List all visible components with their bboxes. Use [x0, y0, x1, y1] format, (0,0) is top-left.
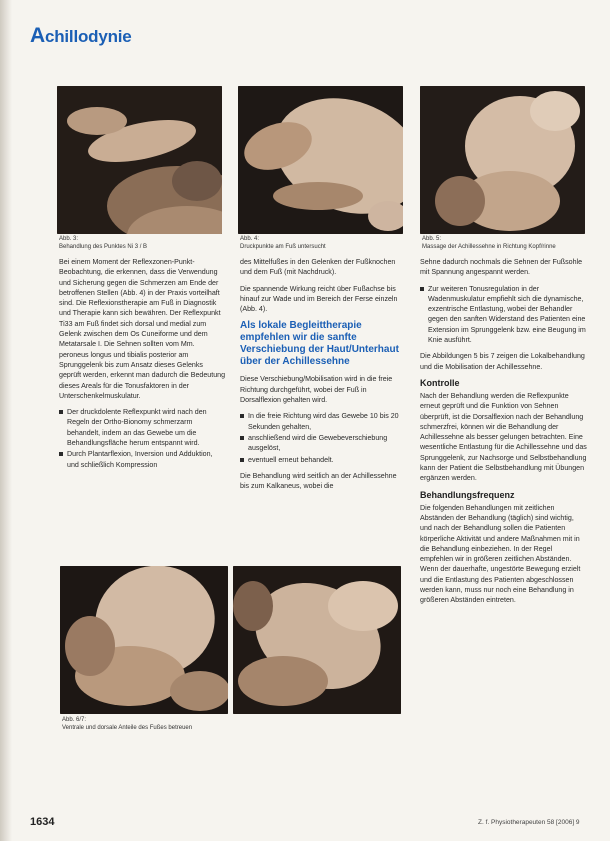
right-intro: Sehne dadurch nochmals die Sehnen der Fußsohle mit Spannung angespannt werden.	[420, 258, 583, 277]
heading-kontrolle: Kontrolle	[420, 377, 460, 388]
photo-abb3	[57, 86, 222, 234]
middle-bullet-item: In die freie Richtung wird das Gewebe 10 bis 20 Sekunden gehalten,	[240, 411, 407, 432]
right-paragraph-2: Die Abbildungen 5 bis 7 zeigen die Lokalbehandlung und die Mobilisation der Achillessehne.	[420, 352, 585, 371]
photo-abb4	[238, 86, 403, 234]
text-column-right	[420, 257, 587, 612]
middle-intro: Diese Verschiebung/Mobilisation wird in die freie Richtung durchgeführt, wobei der Fuß in Dorsalflexion gehalten wird.	[240, 375, 393, 405]
text-column-left	[59, 257, 226, 476]
left-paragraph-1: Bei einem Moment der Reflexzonen-Punkt-Beobachtung, die erkennen, dass die Verwendung und Sicherung gegen die Schmerzen am Ende der betroffenen Stellen (Abb. 4) in der Praxis vorteilhaft sind. Die Reflexionstherapie am Fuß in Diagnostik und Therapie kann sich bewähren. Der Reflexpunkt Ti33 am Fuß findet sich dorsal und medial zum Gelenk zwischen dem Os Cuneiforme und dem Metatarsale I. Die Sehnen sollten vom Mm. peroneus longus und tibialis posterior am Sprunggelenk bis zum Ansatz dieses Gelenks geprüft werden, erkennt man dadurch die Bedeutung dieses Areals für die Tonusfaktoren in der Unterschenkelmuskulatur.	[59, 258, 226, 400]
left-bullet-item: Durch Plantarflexion, Inversion und Adduktion, und schließlich Kompression	[59, 449, 226, 470]
right-paragraph-3: Nach der Behandlung werden die Reflexpunkte erneut geprüft und die Funktion von Sehnen überprüft, ist die Dorsalflexion nach der Behandlung schmerzfrei, können wir die Behandlung der Achillessehne als besser gelungen betrachten. Eine wesentliche Entlastung für die Achillessehne und das Sprunggelenk, zur Nachsorge und Selbstbehandlung kann der Patient die Selbstbehandlung mit Übungen ergänzen werden.	[420, 391, 587, 483]
caption-abb3: Abb. 3: Behandlung des Punktes Ni 3 / B	[59, 236, 148, 250]
photo-abb6	[60, 566, 228, 714]
page-binding-shadow	[0, 0, 12, 841]
photo-abb7	[233, 566, 401, 714]
photo-abb5-image	[420, 86, 585, 234]
middle-bullet-item: anschließend wird die Gewebeverschiebung ausgelöst,	[240, 433, 407, 454]
heading-behandlungsfrequenz: Behandlungsfrequenz	[420, 489, 515, 500]
left-bullet-list	[59, 407, 226, 470]
right-bullet-list	[420, 284, 587, 346]
middle-paragraph-2: Die spannende Wirkung reicht über Fußachse bis hinauf zur Wade und im Bereich der Ferse einzeln (Abb. 4).	[240, 284, 398, 314]
page-number: 1634	[30, 816, 55, 828]
photo-abb4-image	[238, 86, 403, 234]
middle-bullet-list	[240, 411, 407, 464]
page-title: Achillodynie	[30, 24, 132, 47]
middle-paragraph-1: des Mittelfußes in den Gelenken der Fußknochen und dem Fuß (mit Nachdruck).	[240, 258, 396, 277]
caption-abb4: Abb. 4: Druckpunkte am Fuß untersucht	[240, 236, 326, 250]
journal-source: Z. f. Physiotherapeuten 58 [2006] 9	[478, 819, 580, 826]
photo-abb3-image	[57, 86, 222, 234]
photo-abb5	[420, 86, 585, 234]
middle-bullet-item: eventuell erneut behandelt.	[240, 455, 407, 465]
right-bullet-item: Zur weiteren Tonusregulation in der Wadenmuskulatur empfiehlt sich die dynamische, exzentrische Entlastung, wobei der Behandler gegen den sanften Widerstand des Patienten eine Extension im Sprunggelenk bzw. eine Beugung im Knie ausführt.	[420, 284, 587, 346]
middle-outro: Die Behandlung wird seitlich an der Achillessehne bis zum Kalkaneus, wobei die	[240, 471, 397, 491]
text-column-middle	[240, 257, 407, 497]
right-paragraph-4: Die folgenden Behandlungen mit zeitlichen Abständen der Behandlung (täglich) sind wichtig, und nach der Behandlung sollen die Patienten körperliche Aktivität und andere Maßnahmen mit in die Behandlung einbeziehen. In der Regel empfehlen wir in größeren zeitlichen Abständen. Wenn der dauerhafte, ungestörte Bewegung erzielt und die Entlastung des Patienten abgeschlossen werden kann, muss nur noch eine Behandlung in größeren Abständen eintreten.	[420, 503, 581, 605]
left-bullet-item: Der druckdolente Reflexpunkt wird nach den Regeln der Ortho-Bionomy schmerzarm behandelt, indem an das Gewebe um die Behandlungsfläche herum entspannt wird.	[59, 407, 226, 448]
caption-abb67: Abb. 6/7: Ventrale und dorsale Anteile des Fußes betreuen	[62, 717, 193, 731]
photo-abb6-image	[60, 566, 228, 714]
caption-abb5: Abb. 5: Massage der Achillessehne in Richtung Kopf/rinne	[422, 236, 556, 250]
photo-abb7-image	[233, 566, 401, 714]
middle-section-heading: Als lokale Begleittherapie empfehlen wir die sanfte Verschiebung der Haut/Unterhaut über der Achillessehne	[240, 320, 399, 368]
